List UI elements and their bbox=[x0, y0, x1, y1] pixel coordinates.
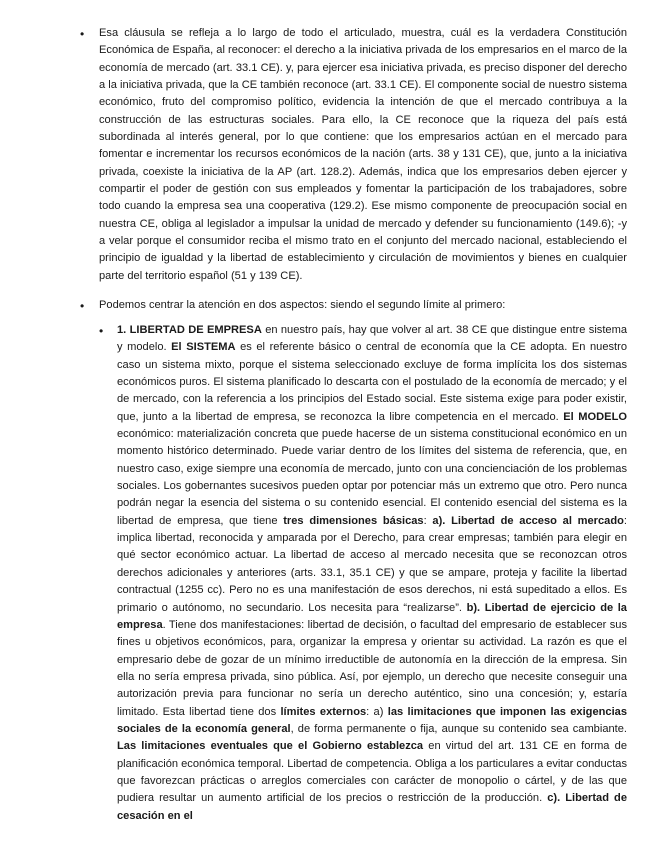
text-run: , de forma permanente o fija, aunque su contenido sea cambiante. bbox=[290, 722, 627, 735]
text-run: : bbox=[423, 514, 433, 527]
paragraph-constitucion-economica: Esa cláusula se refleja a lo largo de todo el articulado, muestra, cuál es la verdadera Constitución Económica de España, al reconocer: el derecho a la iniciativa privada de los empresarios en el marco de la economía de mercado (art. 33.1 CE). y, para ejercer esa iniciativa privada, es preciso disponer del derecho a la iniciativa privada, que la CE también reconoce (art. 33.1 CE). El componente social de nuestro sistema económico, fruto del compromiso político, evidencia la intención de que el mercado contribuya a la construcción de las estructuras sociales. Para ello, la CE reconoce que la riqueza del país está subordinada al interés general, por lo que contiene: que los empresarios actúan en el mercado para fomentar e incrementar los recursos económicos de la nación (arts. 38 y 131 CE), que, junto a la iniciativa privada, coexiste la iniciativa de la AP (art. 128.2). Además, indica que los empresarios deben ejercer y compartir el poder de gestión con sus empleados y fomentar la participación de los trabajadores, sobre todo cuando la empresa sea una cooperativa (129.2). Ese mismo componente de preocupación social en nuestra CE, obliga al legislador a impulsar la unidad de mercado y defender su funcionamiento (149.6); -y a velar porque el consumidor reciba el mismo trato en el conjunto del mercado nacional, estableciendo el principio de igualdad y la libertad de establecimiento y circulación de movimientos y bienes en cualquier parte del territorio español (51 y 139 CE). bbox=[99, 27, 627, 282]
text-run: . Tiene dos manifestaciones: libertad de decisión, o facultad del empresario de establecer sus fines u objetivos económicos, para, organizar la empresa y orientar su actividad. La razón es que el empresario debe de gozar de un mínimo irreductible de autonomía en la dirección de la empresa. Sin ella no sería empresa privada, sino pública. Así, por ejemplo, un derecho que necesite conseguir una autorización previa para funcionar no sería un derecho auténtico, sino una concesión; y, estaría limitado. Esta libertad tiene dos bbox=[117, 618, 627, 718]
bold-term: a). Libertad de acceso al mercado bbox=[432, 514, 624, 527]
bold-term: Las limitaciones eventuales que el Gobierno establezca bbox=[117, 740, 424, 753]
bullet-marker: • bbox=[80, 27, 85, 41]
paragraph-dos-aspectos: Podemos centrar la atención en dos aspectos: siendo el segundo límite al primero: bbox=[99, 299, 506, 311]
bold-term: límites externos bbox=[280, 705, 367, 718]
bold-term: c). Libertad de cesación en el bbox=[117, 792, 627, 822]
sub-bullet-marker: • bbox=[99, 324, 104, 338]
bold-term: b). Libertad de ejercicio de la empresa bbox=[117, 601, 627, 631]
paragraph-libertad-de-empresa bbox=[117, 322, 627, 825]
text-run: : implica libertad, reconocida y amparada por el Derecho, para crear empresas; también para elegir en qué sector económico actuar. La libertad de acceso al mercado necesita que se reconozcan otros derechos adicionales y anteriores (arts. 33.1, 35.1 CE) y que se ampare, proteja y facilite la libertad contractual (1255 cc). Pero no es una manifestación de esos derechos, ni está supeditado a ellos. Es primario o autónomo, no secundario. Los necesita para “realizarse”. bbox=[117, 514, 627, 614]
text-run: económico: materialización concreta que puede hacerse de un sistema constitucional económico en un momento histórico determinado. Puede variar dentro de los límites del sistema de referencia, que, en nuestro caso, exige siempre una economía de mercado, junto con una concienciación de los problemas sociales. Los gobernantes sucesivos pueden optar por potenciar más un extremo que otro. Pero nunca podrán negar la esencia del sistema o su contenido esencial. El contenido esencial del sistema es la libertad de empresa, que tiene bbox=[117, 428, 627, 527]
text-run: en nuestro país, hay que volver al art. 38 CE que distingue entre sistema y modelo. bbox=[117, 324, 627, 354]
bold-term: El SISTEMA bbox=[171, 341, 236, 354]
bold-term: las limitaciones que imponen las exigencias sociales de la economía general bbox=[117, 705, 627, 735]
bold-term: 1. LIBERTAD DE EMPRESA bbox=[117, 324, 262, 336]
bullet-marker: • bbox=[80, 299, 85, 313]
bold-term: tres dimensiones básicas bbox=[283, 514, 424, 527]
text-run: es el referente básico o central de economía que la CE adopta. En nuestro caso un sistema mixto, porque el sistema seleccionado excluye de forma implícita los dos sistemas económicos puros. El sistema planificado lo descarta con el postulado de la economía de mercado; y el de mercado, con la referencia a los principios del Estado social. Este sistema exige para poder existir, que, junto a la libertad de empresa, se reconozca la libre competencia en el mercado. bbox=[117, 341, 628, 423]
text-run: : a) bbox=[366, 705, 388, 718]
bold-term: El MODELO bbox=[563, 410, 627, 423]
text-run: en virtud del art. 131 CE en forma de planificación económica temporal. Libertad de competencia. Obliga a los particulares a evitar conductas que favorezcan prácticas o arreglos comerciales con carácter de monopolio o cártel, y de las que pudiera resultar un aumento artificial de los precios o restricción de la producción. bbox=[117, 740, 628, 805]
